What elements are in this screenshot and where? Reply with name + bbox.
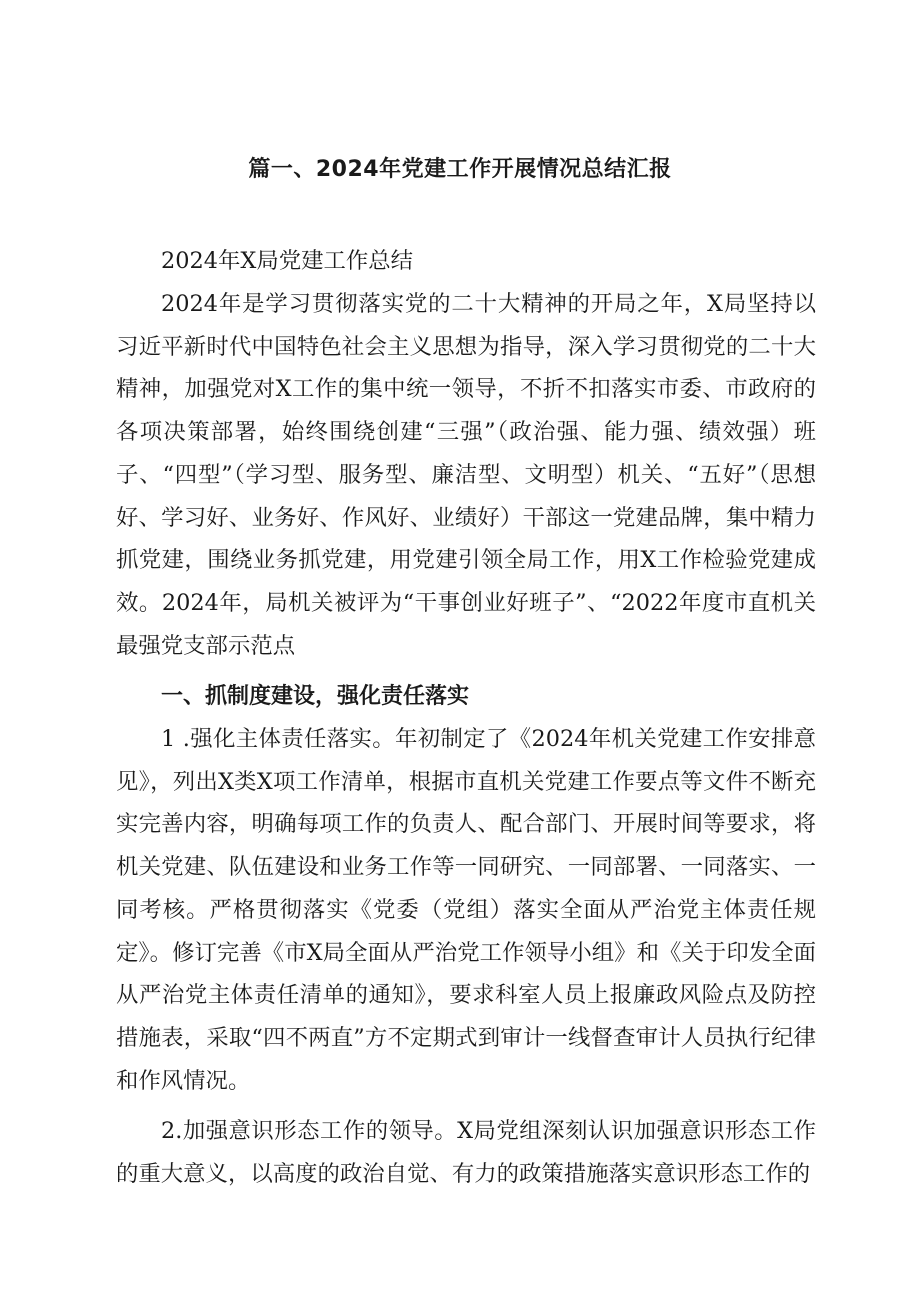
document-subtitle: 2024年X局党建工作总结 bbox=[161, 248, 414, 274]
document-title: 篇一、2024年党建工作开展情况总结汇报 bbox=[248, 157, 672, 182]
paragraph-intro: 2024年是学习贯彻落实党的二十大精神的开局之年，X局坚持以习近平新时代中国特色社会主义思想为指导，深入学习贯彻党的二十大精神，加强党对X工作的集中统一领导，不折不扣落实市委、市政府的各项决策部署，始终围绕创建“三强”（政治强、能力强、绩效强）班子、“四型”（学习型、服务型、廉洁型、文明型）机关、“五好”（思想好、学习好、业务好、作风好、业绩好）干部这一党建品牌，集中精力抓党建，围绕业务抓党建，用党建引领全局工作，用X工作检验党建成效。2024年，局机关被评为“干事创业好班子”、“2022年度市直机关最强党支部示范点 bbox=[116, 291, 816, 659]
list-item-1: 1 .强化主体责任落实。年初制定了《2024年机关党建工作安排意见》，列出X类X项工作清单，根据市直机关党建工作要点等文件不断充实完善内容，明确每项工作的负责人、配合部门、开展时间等要求，将机关党建、队伍建设和业务工作等一同研究、一同部署、一同落实、一同考核。严格贯彻落实《党委（党组）落实全面从严治党主体责任规定》。修订完善《市X局全面从严治党工作领导小组》和《关于印发全面从严治党主体责任清单的通知》，要求科室人员上报廉政风险点及防控措施表，采取“四不两直”方不定期式到审计一线督查审计人员执行纪律和作风情况。 bbox=[116, 726, 816, 1094]
section-heading: 一、抓制度建设，强化责任落实 bbox=[161, 684, 470, 709]
list-item-2: 2.加强意识形态工作的领导。X局党组深刻认识加强意识形态工作的重大意义，以高度的政治自觉、有力的政策措施落实意识形态工作的 bbox=[116, 1118, 816, 1187]
